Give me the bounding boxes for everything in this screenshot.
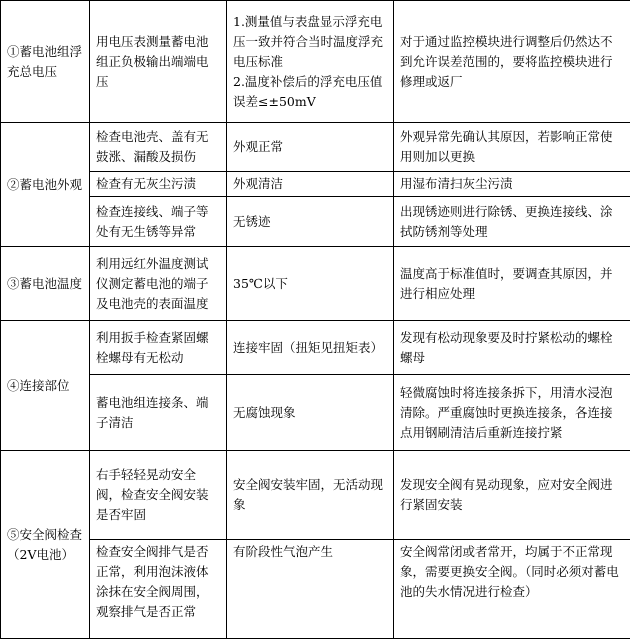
- action-cell: 发现有松动现象要及时拧紧松动的螺栓螺母: [394, 321, 630, 375]
- standard-cell: 无腐蚀现象: [227, 375, 394, 451]
- action-cell: 温度高于标准值时，要调查其原因，并进行相应处理: [394, 247, 630, 321]
- method-cell: 用电压表测量蓄电池组正负极输出端端电压: [90, 1, 227, 123]
- method-cell: 右手轻轻晃动安全阀，检查安全阀安装是否牢固: [90, 451, 227, 540]
- method-cell: 蓄电池组连接条、端子清洁: [90, 375, 227, 451]
- standard-cell: 安全阀安装牢固，无活动现象: [227, 451, 394, 540]
- standard-cell: 35℃以下: [227, 247, 394, 321]
- action-cell: 发现安全阀有晃动现象，应对安全阀进行紧固安装: [394, 451, 630, 540]
- action-cell: 用湿布清扫灰尘污渍: [394, 172, 630, 197]
- standard-cell: 有阶段性气泡产生: [227, 540, 394, 639]
- item-cell-appearance: ②蓄电池外观: [1, 123, 90, 247]
- action-cell: 轻微腐蚀时将连接条拆下，用清水浸泡清除。严重腐蚀时更换连接条，各连接点用钢刷清洁后重新连接拧紧: [394, 375, 630, 451]
- table-row: [1, 540, 630, 639]
- item-cell-safety-valve: ⑤安全阀检查（2V电池）: [1, 451, 90, 639]
- standard-cell: 无锈迹: [227, 197, 394, 247]
- table-row: [1, 172, 630, 197]
- table-row: [1, 375, 630, 451]
- table-row: [1, 247, 630, 321]
- table-row: [1, 123, 630, 172]
- standard-cell: 连接牢固（扭矩见扭矩表）: [227, 321, 394, 375]
- action-cell: 安全阀常闭或者常开，均属于不正常现象，需要更换安全阀。（同时必须对蓄电池的失水情况进行检查）: [394, 540, 630, 639]
- method-cell: 检查有无灰尘污渍: [90, 172, 227, 197]
- action-cell: 对于通过监控模块进行调整后仍然达不到允许误差范围的，要将监控模块进行修理或返厂: [394, 1, 630, 123]
- method-cell: 检查电池壳、盖有无鼓涨、漏酸及损伤: [90, 123, 227, 172]
- standard-cell: 外观清洁: [227, 172, 394, 197]
- item-cell-temperature: ③蓄电池温度: [1, 247, 90, 321]
- table-row: [1, 1, 630, 123]
- item-cell-voltage: ①蓄电池组浮充总电压: [1, 1, 90, 123]
- table-row: [1, 197, 630, 247]
- action-cell: 外观异常先确认其原因，若影响正常使用则加以更换: [394, 123, 630, 172]
- table-row: [1, 451, 630, 540]
- method-cell: 利用扳手检查紧固螺栓螺母有无松动: [90, 321, 227, 375]
- standard-line-2: 2.温度补偿后的浮充电压值误差≤±50mV: [233, 73, 383, 109]
- action-cell: 出现锈迹则进行除锈、更换连接线、涂拭防锈剂等处理: [394, 197, 630, 247]
- method-cell: 检查安全阀排气是否正常，利用泡沫液体涂抹在安全阀周围，观察排气是否正常: [90, 540, 227, 639]
- method-cell: 利用远红外温度测试仪测定蓄电池的端子及电池壳的表面温度: [90, 247, 227, 321]
- standard-line-1: 1.测量值与表盘显示浮充电压一致并符合当时温度浮充电压标准: [233, 13, 384, 69]
- standard-cell: [227, 1, 394, 123]
- table-row: [1, 321, 630, 375]
- method-cell: 检查连接线、端子等处有无生锈等异常: [90, 197, 227, 247]
- standard-cell: 外观正常: [227, 123, 394, 172]
- item-cell-connection: ④连接部位: [1, 321, 90, 451]
